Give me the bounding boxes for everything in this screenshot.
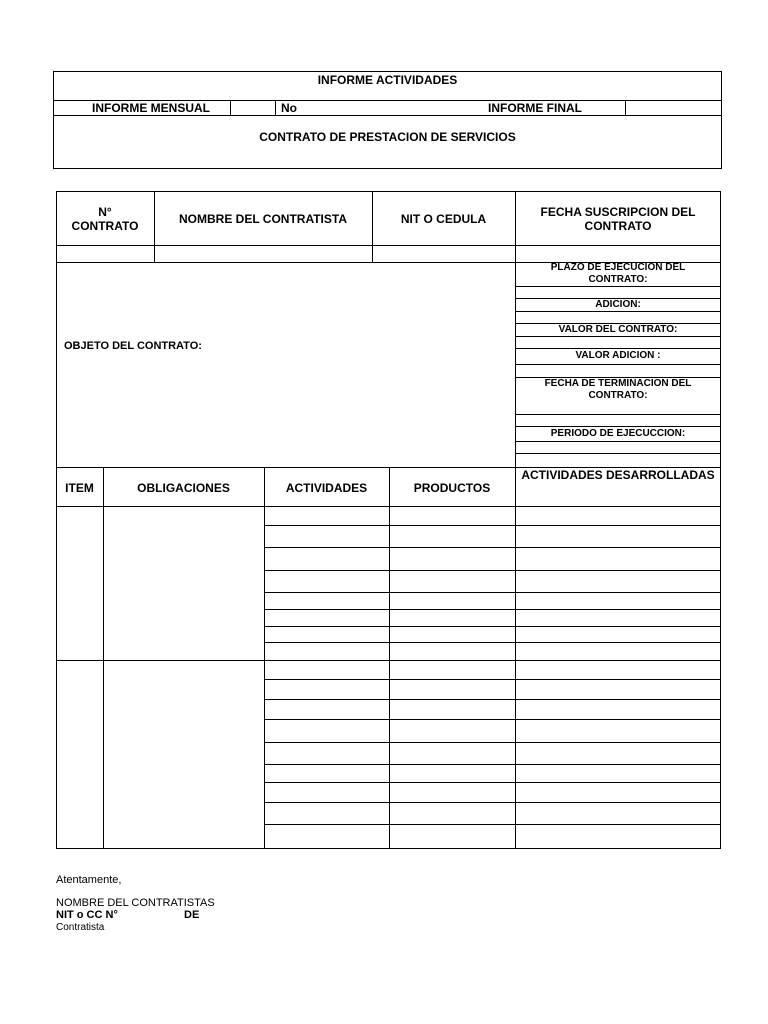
nit-cedula-field[interactable] [373,246,515,262]
row-line [264,642,721,643]
col-productos-label: PRODUCTOS [413,481,491,495]
report-title: INFORME ACTIVIDADES [317,73,458,87]
detail-hline-10 [515,426,721,427]
detail-hline-6 [515,348,721,349]
plazo-label: PLAZO DE EJECUCION DEL [550,262,686,273]
closing-text: Atentamente, [56,874,122,886]
informe-mensual-field[interactable] [231,101,275,115]
row-line [264,719,721,720]
valor-adicion-label: VALOR ADICION : [575,350,661,361]
detail-hline-3 [515,311,721,312]
col-actividades-label: ACTIVIDADES [285,481,368,495]
informe-final-field[interactable] [626,101,721,115]
col-obligaciones-label: OBLIGACIONES [137,481,230,495]
contractor-name: NOMBRE DEL CONTRATISTAS [56,897,215,909]
fecha-suscripcion-field[interactable] [516,246,721,262]
col-numero-label: N° [98,205,112,219]
objeto-field[interactable] [57,263,515,466]
col-fecha-label: FECHA SUSCRIPCION DEL [540,205,696,219]
row-line [264,764,721,765]
row-line [264,782,721,783]
numero-label: No [281,101,297,115]
row-line [264,570,721,571]
row-line [264,699,721,700]
contractor-nit-label: NIT o CC N° [56,909,118,921]
fecha-terminacion-label: FECHA DE TERMINACION DEL [544,378,692,389]
fecha-terminacion-label-2: CONTRATO: [588,390,648,401]
item-cell[interactable] [57,507,103,660]
row-line [264,802,721,803]
col-nombre-label: NOMBRE DEL CONTRATISTA [179,212,347,226]
contractor-role: Contratista [56,922,105,933]
col-fecha-label-2: CONTRATO [584,219,652,233]
row-line [264,547,721,548]
detail-hline-5 [515,336,721,337]
objeto-label: OBJETO DEL CONTRATO: [64,340,202,352]
obligaciones-cell[interactable] [104,507,264,660]
row-line [264,626,721,627]
obligaciones-cell[interactable] [104,661,264,848]
item-cell[interactable] [57,661,103,848]
contract-type: CONTRATO DE PRESTACION DE SERVICIOS [259,130,516,144]
detail-hline-7 [515,364,721,365]
plazo-label-2: CONTRATO: [588,274,648,285]
detail-hline-12 [515,453,721,454]
numero-contrato-field[interactable] [57,246,154,262]
col-nit-label: NIT O CEDULA [400,212,487,226]
adicion-label: ADICION: [595,299,641,310]
row-line [264,824,721,825]
row-line [264,609,721,610]
header-divider-2 [53,115,722,116]
row-line [264,525,721,526]
nombre-contratista-field[interactable] [155,246,372,262]
row-line [264,742,721,743]
col-numero-label-2: CONTRATO [71,219,139,233]
row-line [264,679,721,680]
col-item-label: ITEM [65,481,94,495]
col-actividades-desarrolladas-label: ACTIVIDADES DESARROLLADAS [521,468,715,482]
row-line [264,592,721,593]
periodo-label: PERIODO DE EJECUCCION: [550,428,686,439]
contractor-de-label: DE [184,909,200,921]
valor-contrato-label: VALOR DEL CONTRATO: [558,324,678,335]
header-vline-2 [275,100,276,115]
informe-mensual-label: INFORME MENSUAL [92,101,210,115]
detail-hline-1 [515,286,721,287]
informe-final-label: INFORME FINAL [488,101,582,115]
detail-hline-11 [515,441,721,442]
detail-hline-9 [515,414,721,415]
